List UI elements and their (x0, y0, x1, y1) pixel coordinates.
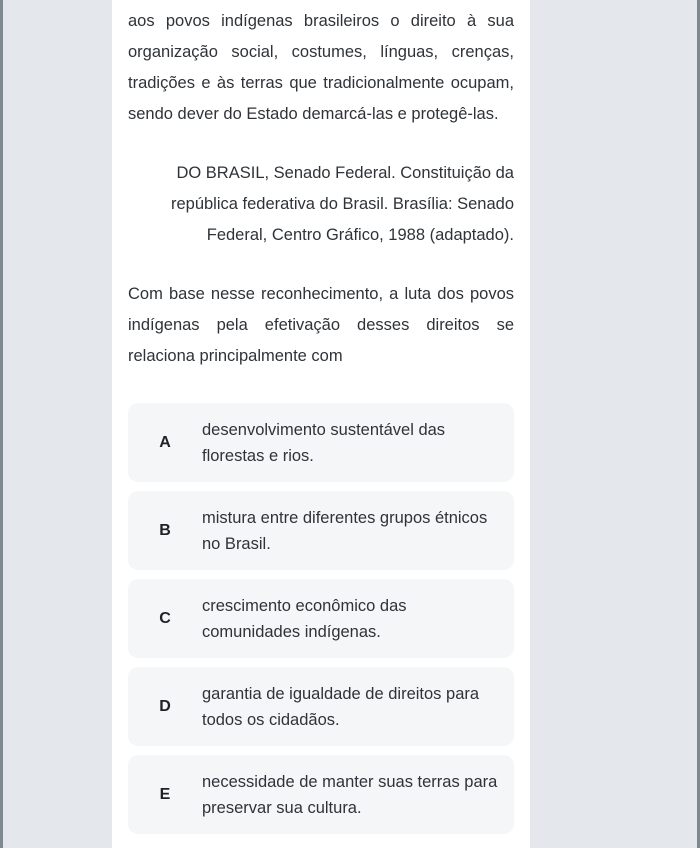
option-text: necessidade de manter suas terras para preservar sua cultura. (202, 772, 498, 817)
question-card (112, 0, 530, 848)
option-letter: C (159, 609, 171, 627)
source-citation: DO BRASIL, Senado Federal. Constituição da república federativa do Brasil. Brasília: Senado Federal, Centro Gráfico, 1988 (adaptado). (170, 164, 514, 244)
option-text: garantia de igualdade de direitos para todos os cidadãos. (202, 684, 480, 729)
option-letter: D (159, 697, 171, 715)
option-text: mistura entre diferentes grupos étnicos no Brasil. (202, 508, 488, 553)
option-text: desenvolvimento sustentável das florestas e rios. (202, 420, 446, 465)
option-e[interactable] (128, 755, 514, 834)
option-text: crescimento econômico das comunidades indígenas. (202, 596, 407, 641)
option-a[interactable] (128, 403, 514, 482)
passage-text: aos povos indígenas brasileiros o direito à sua organização social, costumes, línguas, crenças, tradições e às terras que tradicionalmente ocupam, sendo dever do Estado demarcá-las e protegê-las. (128, 12, 514, 123)
option-letter: B (159, 521, 171, 539)
answer-options (128, 403, 514, 834)
option-letter: E (159, 785, 171, 803)
window-left-edge (0, 0, 3, 848)
option-letter: A (159, 433, 171, 451)
option-d[interactable] (128, 667, 514, 746)
option-b[interactable] (128, 491, 514, 570)
question-prompt: Com base nesse reconhecimento, a luta dos povos indígenas pela efetivação desses direitos se relaciona principalmente com (128, 285, 514, 365)
option-c[interactable] (128, 579, 514, 658)
